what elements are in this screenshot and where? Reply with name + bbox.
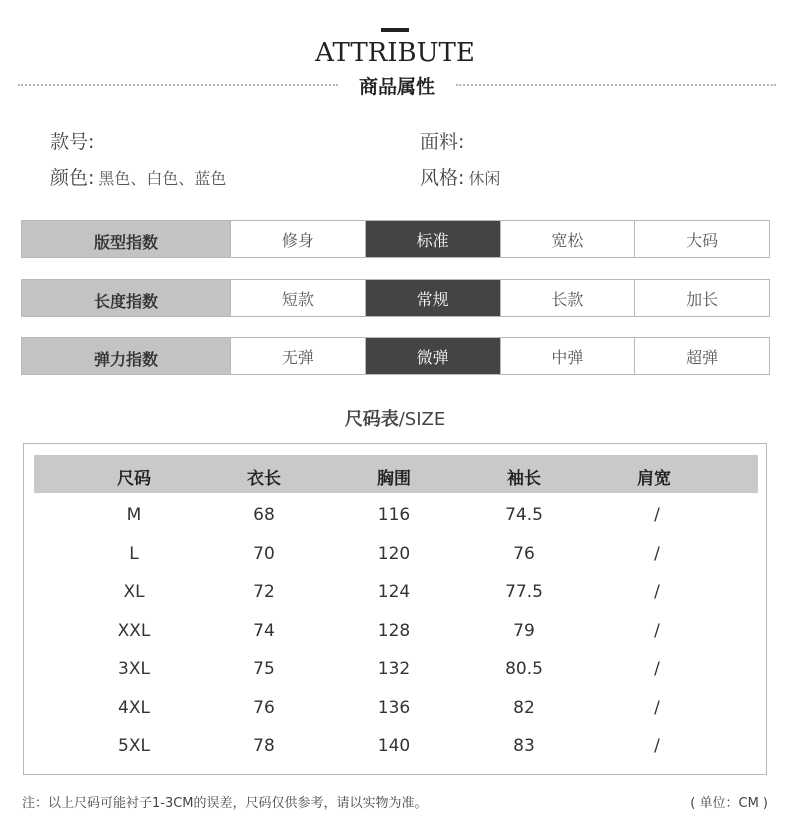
cell-length: 78: [253, 736, 275, 756]
cell-length: 70: [253, 544, 275, 564]
cell-length: 72: [253, 582, 275, 602]
table-row: [34, 501, 758, 531]
cell-length: 74: [253, 621, 275, 641]
attr-style: [420, 163, 500, 190]
fit-index-label: 版型指数: [22, 221, 230, 257]
size-table-header: [34, 455, 758, 493]
cell-chest: 116: [377, 505, 411, 525]
table-row: [34, 617, 758, 647]
fit-option-slim: 修身: [230, 221, 365, 257]
cell-size: M: [126, 505, 142, 525]
footer-note: 注：以上尺码可能衬子1-3CM的误差，尺码仅供参考，请以实物为准。: [22, 796, 428, 811]
fit-option-loose: 宽松: [500, 221, 635, 257]
header-title: ATTRIBUTE: [315, 38, 475, 68]
cell-chest: 132: [377, 659, 411, 679]
cell-sleeve: 79: [513, 621, 535, 641]
table-row: [34, 694, 758, 724]
cell-length: 68: [253, 505, 275, 525]
cell-chest: 136: [377, 698, 411, 718]
cell-size: 5XL: [118, 736, 150, 756]
attr-color-value: 黑色、白色、蓝色: [98, 169, 227, 188]
length-option-extra-long: 加长: [634, 280, 769, 316]
cell-size: 3XL: [118, 659, 150, 679]
size-table-title-cn: 尺码表: [344, 409, 399, 430]
stretch-index-row: [21, 337, 770, 375]
header-size: 尺码: [117, 469, 151, 489]
header-sleeve: 袖长: [507, 469, 541, 489]
header-subtitle-row: [18, 72, 776, 96]
attr-style-value: 休闲: [468, 169, 501, 188]
cell-length: 75: [253, 659, 275, 679]
attr-color: [50, 163, 226, 190]
cell-sleeve: 83: [513, 736, 535, 756]
cell-sleeve: 74.5: [505, 505, 543, 525]
attr-fabric: [420, 127, 468, 154]
stretch-option-slight: 微弹: [365, 338, 500, 374]
cell-sleeve: 76: [513, 544, 535, 564]
length-option-short: 短款: [230, 280, 365, 316]
length-option-regular: 常规: [365, 280, 500, 316]
header-length: 衣长: [247, 469, 281, 489]
size-table-title-en: /SIZE: [398, 409, 446, 430]
cell-sleeve: 80.5: [505, 659, 543, 679]
length-index-label: 长度指数: [22, 280, 230, 316]
fit-option-standard: 标准: [365, 221, 500, 257]
cell-shoulder: /: [654, 736, 660, 756]
cell-shoulder: /: [654, 544, 660, 564]
table-row: [34, 578, 758, 608]
attr-fabric-label: 面料:: [420, 131, 465, 153]
cell-size: L: [129, 544, 139, 564]
cell-shoulder: /: [654, 505, 660, 525]
cell-shoulder: /: [654, 659, 660, 679]
cell-size: XXL: [117, 621, 151, 641]
cell-shoulder: /: [654, 621, 660, 641]
header-subtitle: 商品属性: [358, 76, 435, 98]
table-row: [34, 540, 758, 570]
length-option-long: 长款: [500, 280, 635, 316]
header-bar-decoration: [381, 28, 409, 32]
cell-shoulder: /: [654, 698, 660, 718]
attr-style-label: 风格:: [420, 167, 465, 189]
attr-model: [50, 127, 98, 154]
cell-length: 76: [253, 698, 275, 718]
size-table: [23, 443, 767, 775]
fit-option-plus: 大码: [634, 221, 769, 257]
cell-size: 4XL: [118, 698, 150, 718]
attr-model-label: 款号:: [50, 131, 95, 153]
size-table-title: [0, 405, 790, 431]
cell-chest: 128: [377, 621, 411, 641]
cell-chest: 124: [377, 582, 411, 602]
stretch-option-none: 无弹: [230, 338, 365, 374]
stretch-option-super: 超弹: [634, 338, 769, 374]
length-index-row: [21, 279, 770, 317]
footer-unit: ( 单位：CM ): [690, 796, 768, 811]
cell-sleeve: 77.5: [505, 582, 543, 602]
cell-shoulder: /: [654, 582, 660, 602]
cell-chest: 120: [377, 544, 411, 564]
cell-sleeve: 82: [513, 698, 535, 718]
table-row: [34, 732, 758, 762]
attr-color-label: 颜色:: [50, 167, 95, 189]
stretch-index-label: 弹力指数: [22, 338, 230, 374]
cell-size: XL: [123, 582, 145, 602]
stretch-option-medium: 中弹: [500, 338, 635, 374]
header-shoulder: 肩宽: [637, 469, 671, 489]
fit-index-row: [21, 220, 770, 258]
cell-chest: 140: [377, 736, 411, 756]
table-row: [34, 655, 758, 685]
header-chest: 胸围: [377, 469, 411, 489]
dotted-divider-right: [456, 84, 776, 86]
